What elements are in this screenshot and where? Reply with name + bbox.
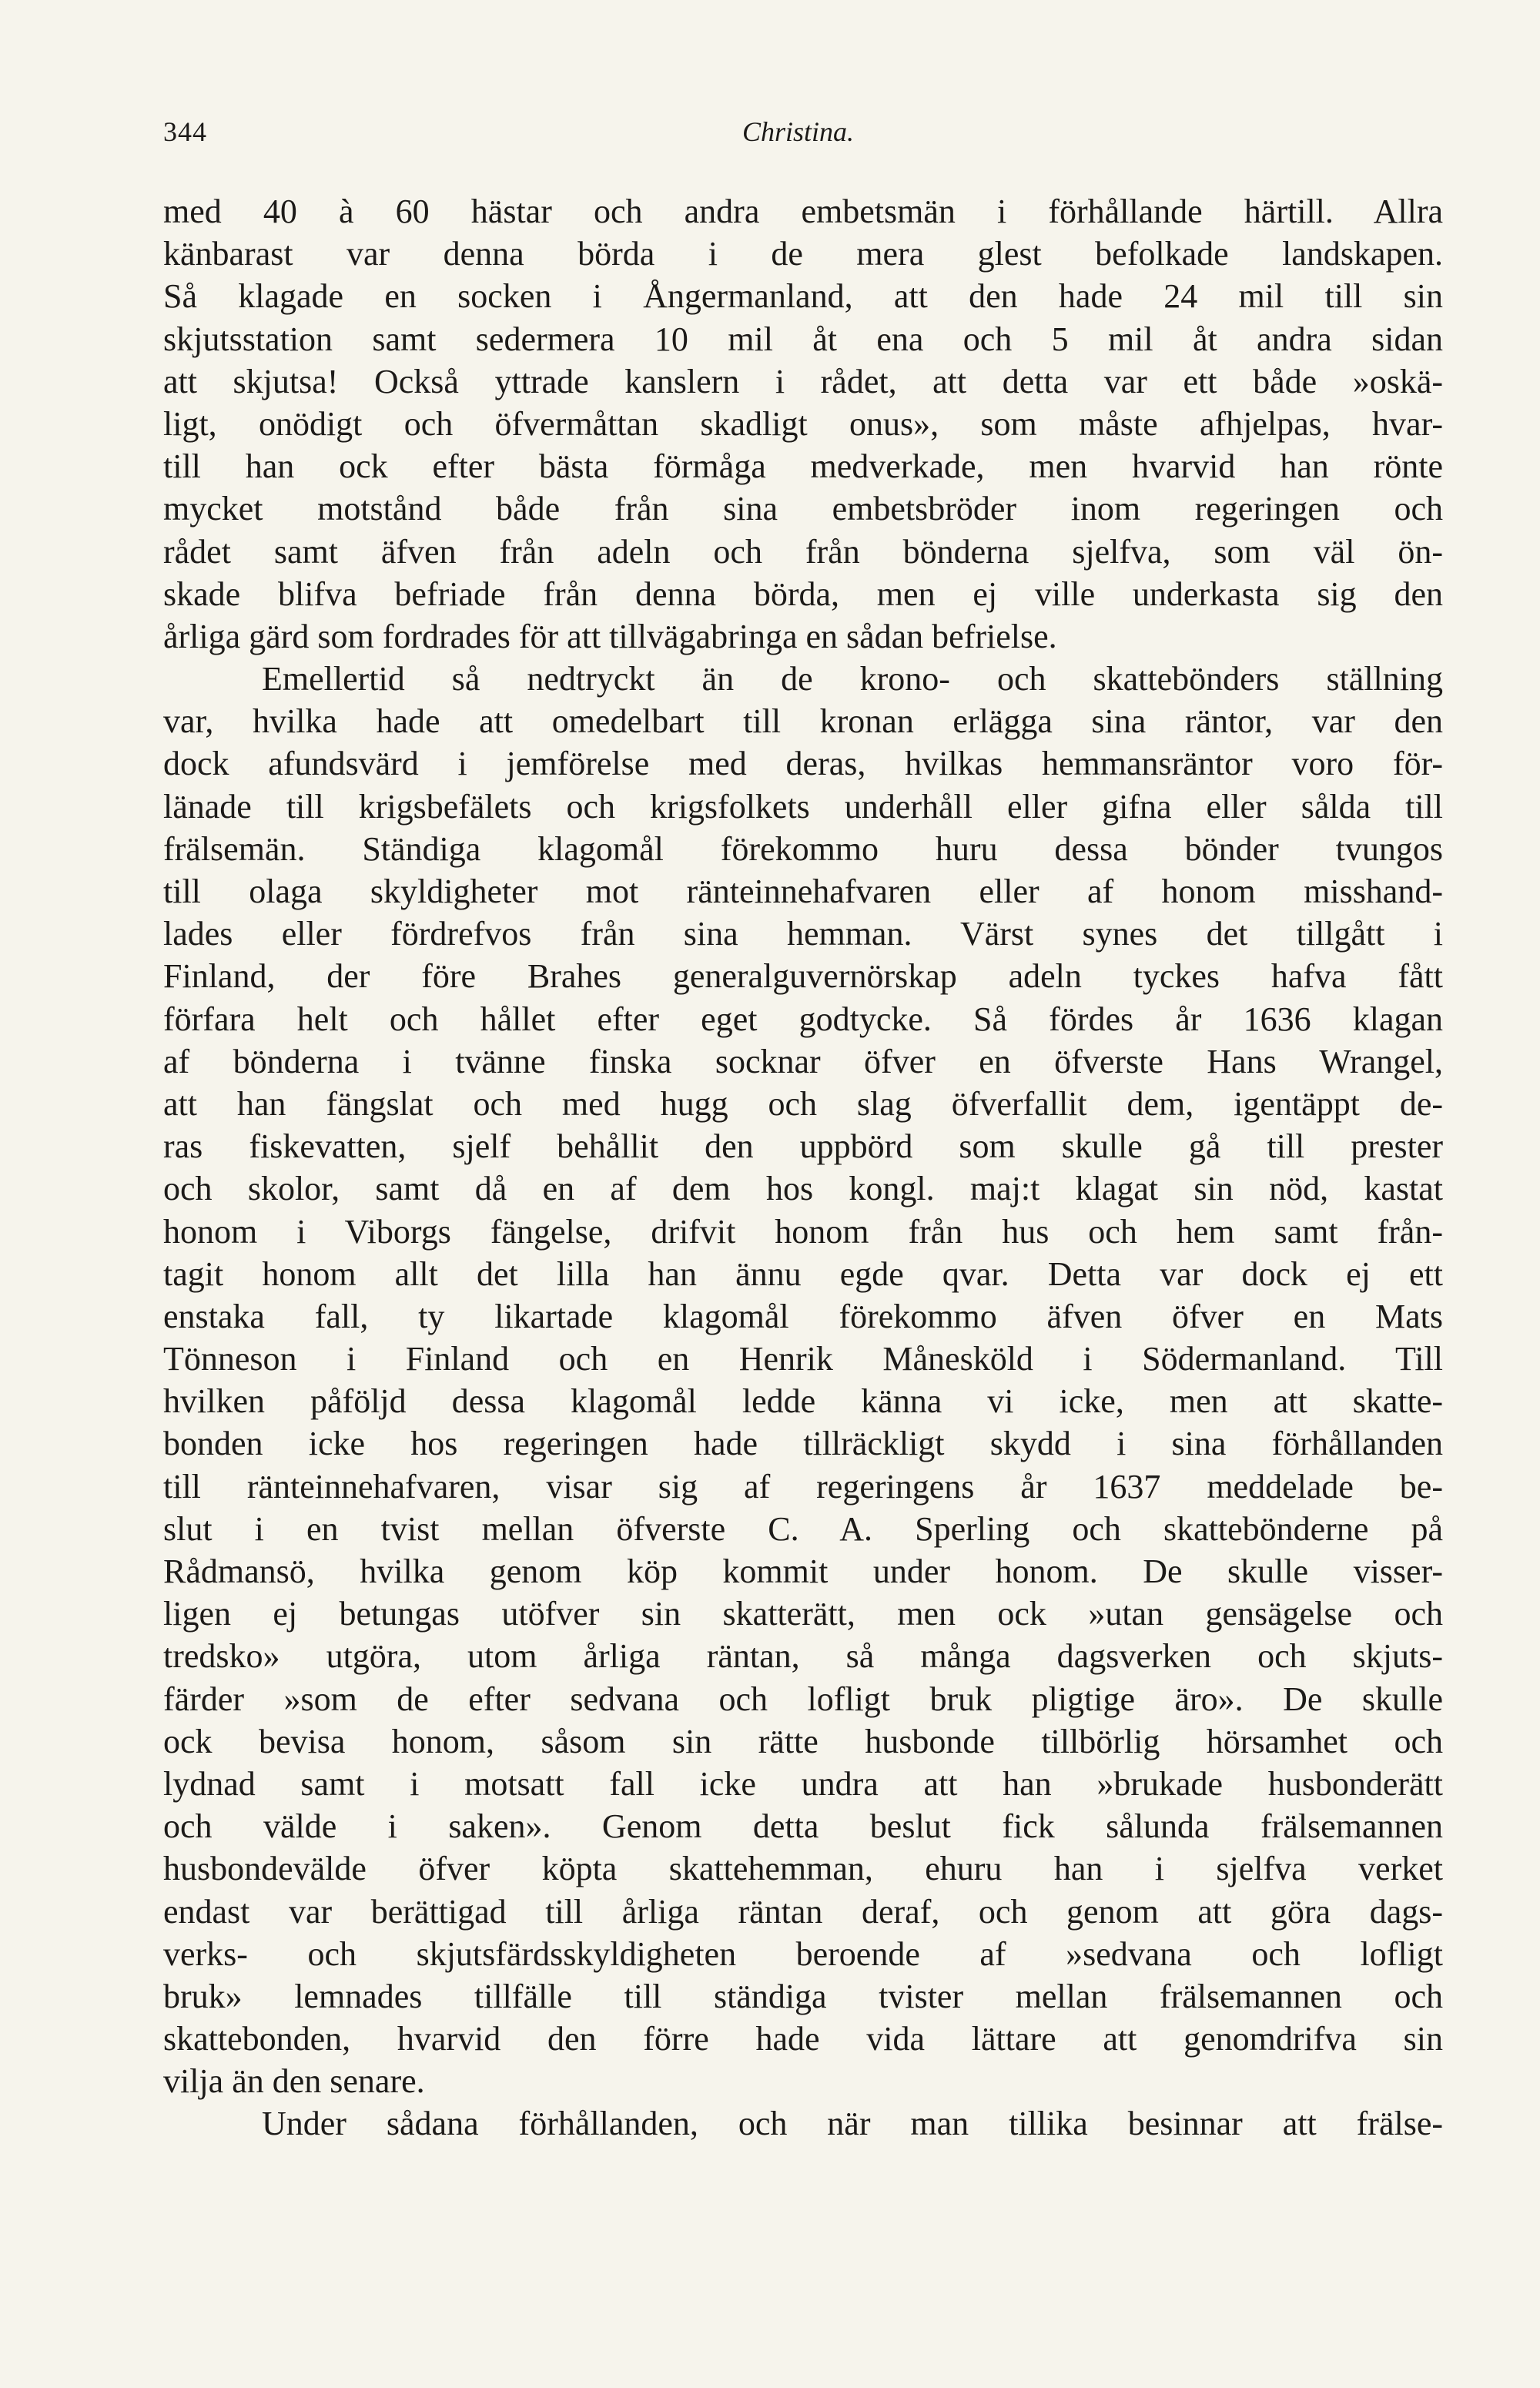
page-header (163, 116, 1441, 162)
text-line: ock bevisa honom, såsom sin rätte husbonde tillbörlig hörsamhet och (163, 1722, 1443, 1760)
text-line: frälsemän. Ständiga klagomål förekommo huru dessa bönder tvungos (163, 829, 1443, 868)
text-line: skattebonden, hvarvid den förre hade vida lättare att genomdrifva sin (163, 2020, 1443, 2058)
text-line: förfara helt och hållet efter eget godtycke. Så fördes år 1636 klagan (163, 1000, 1443, 1038)
text-line: lydnad samt i motsatt fall icke undra att han »brukade husbonderätt (163, 1764, 1443, 1803)
text-line: ligen ej betungas utöfver sin skatterätt, men ock »utan gensägelse och (163, 1595, 1443, 1633)
text-line: endast var berättigad till årliga räntan deraf, och genom att göra dags- (163, 1892, 1443, 1931)
text-line: lades eller fördrefvos från sina hemman. Värst synes det tillgått i (163, 915, 1443, 953)
text-line: till han ock efter bästa förmåga medverkade, men hvarvid han rönte (163, 447, 1443, 486)
text-line: dock afundsvärd i jemförelse med deras, hvilkas hemmansräntor voro för- (163, 745, 1443, 783)
text-line: och välde i saken». Genom detta beslut fick sålunda frälsemannen (163, 1807, 1443, 1846)
paragraph-first-line: Emellertid så nedtryckt än de krono- och skattebönders ställning (262, 660, 1443, 698)
text-line: tredsko» utgöra, utom årliga räntan, så många dagsverken och skjuts- (163, 1637, 1443, 1676)
text-line: af bönderna i tvänne finska socknar öfver en öfverste Hans Wrangel, (163, 1042, 1443, 1080)
text-line: och skolor, samt då en af dem hos kongl. maj:t klagat sin nöd, kastat (163, 1170, 1443, 1208)
paragraph-first-line: Under sådana förhållanden, och när man tillika besinnar att frälse- (262, 2105, 1443, 2143)
text-line: länade till krigsbefälets och krigsfolkets underhåll eller gifna eller sålda till (163, 787, 1443, 826)
text-line: till olaga skyldigheter mot ränteinnehafvaren eller af honom misshand- (163, 872, 1443, 910)
text-line: verks- och skjutsfärdsskyldigheten beroende af »sedvana och lofligt (163, 1934, 1443, 1973)
body-text (163, 190, 1443, 2145)
text-line: husbondevälde öfver köpta skattehemman, ehuru han i sjelfva verket (163, 1850, 1443, 1888)
text-line: Tönneson i Finland och en Henrik Månesköld i Södermanland. Till (163, 1340, 1443, 1378)
running-title: Christina. (742, 116, 855, 147)
text-line: honom i Viborgs fängelse, drifvit honom från hus och hem samt från- (163, 1212, 1443, 1251)
text-line: till ränteinnehafvaren, visar sig af regeringens år 1637 meddelade be- (163, 1467, 1443, 1505)
text-line: med 40 à 60 hästar och andra embetsmän i förhållande härtill. Allra (163, 193, 1443, 230)
text-line: att han fängslat och med hugg och slag öfverfallit dem, igentäppt de- (163, 1084, 1443, 1123)
text-line: bonden icke hos regeringen hade tillräckligt skydd i sina förhållanden (163, 1425, 1443, 1463)
text-line: känbarast var denna börda i de mera glest befolkade landskapen. (163, 235, 1443, 273)
text-line: skjutsstation samt sedermera 10 mil åt ena och 5 mil åt andra sidan (163, 320, 1443, 358)
text-line: tagit honom allt det lilla han ännu egde qvar. Detta var dock ej ett (163, 1254, 1443, 1293)
text-line: ras fiskevatten, sjelf behållit den uppbörd som skulle gå till prester (163, 1127, 1443, 1166)
text-line: Rådmansö, hvilka genom köp kommit under honom. De skulle visser- (163, 1552, 1443, 1590)
paragraph-last-line: vilja än den senare. (163, 2062, 425, 2101)
text-line: rådet samt äfven från adeln och från bönderna sjelfva, som väl ön- (163, 532, 1443, 571)
text-line: Så klagade en socken i Ångermanland, att den hade 24 mil till sin (163, 277, 1443, 316)
text-line: mycket motstånd både från sina embetsbröder inom regeringen och (163, 490, 1443, 528)
text-line: var, hvilka hade att omedelbart till kronan erlägga sina räntor, var den (163, 702, 1443, 741)
text-line: att skjutsa! Också yttrade kanslern i rådet, att detta var ett både »oskä- (163, 362, 1443, 400)
text-line: bruk» lemnades tillfälle till ständiga tvister mellan frälsemannen och (163, 1977, 1443, 2015)
text-line: skade blifva befriade från denna börda, men ej ville underkasta sig den (163, 574, 1443, 613)
text-line: ligt, onödigt och öfvermåttan skadligt onus», som måste afhjelpas, hvar- (163, 404, 1443, 443)
text-line: Finland, der före Brahes generalguvernörskap adeln tyckes hafva fått (163, 957, 1443, 996)
text-line: hvilken påföljd dessa klagomål ledde känna vi icke, men att skatte- (163, 1382, 1443, 1421)
paragraph-last-line: årliga gärd som fordrades för att tillvägabringa en sådan befrielse. (163, 617, 1057, 655)
text-line: färder »som de efter sedvana och lofligt bruk pligtige äro». De skulle (163, 1680, 1443, 1718)
text-line: slut i en tvist mellan öfverste C. A. Sperling och skattebönderne på (163, 1509, 1443, 1548)
page-number: 344 (163, 116, 207, 147)
text-line: enstaka fall, ty likartade klagomål förekommo äfven öfver en Mats (163, 1297, 1443, 1335)
